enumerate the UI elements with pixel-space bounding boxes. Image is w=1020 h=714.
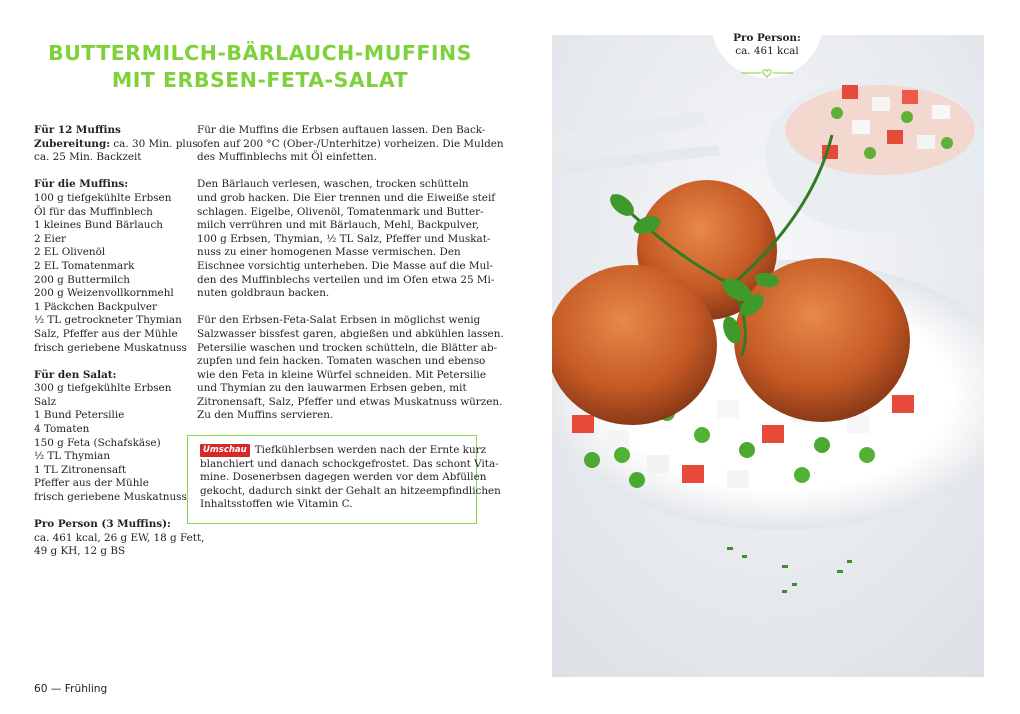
tip-text [200, 444, 501, 512]
instruction-paragraph [197, 178, 496, 300]
calorie-badge-label: Pro Person: [733, 32, 801, 44]
umschau-logo: Umschau [200, 444, 250, 457]
ingredient-line: Salz [34, 395, 57, 408]
instructions-column [197, 124, 504, 437]
ingredient-line: 200 g Weizenvollkornmehl [34, 287, 174, 300]
tip-line [200, 444, 487, 458]
instruction-line: Zu den Muffins servieren. [197, 409, 334, 422]
ingredient-line: Pfeffer aus der Mühle [34, 477, 149, 490]
nutrition-heading: Pro Person (3 Muffins): [34, 518, 171, 531]
tip-line: mine. Dosenerbsen dagegen werden vor dem Abfüllen [200, 471, 487, 484]
instruction-line: nuten goldbraun backen. [197, 287, 330, 300]
recipe-title [40, 40, 480, 94]
ingredient-line: 4 Tomaten [34, 423, 90, 436]
instruction-paragraph [197, 124, 504, 165]
nutrition-line: 49 g KH, 12 g BS [34, 545, 126, 558]
ingredient-line: 1 TL Zitronensaft [34, 463, 127, 476]
ingredient-line: 1 Päckchen Backpulver [34, 300, 158, 313]
heart-divider-icon [741, 68, 793, 78]
ingredient-line: 1 kleines Bund Bärlauch [34, 219, 163, 232]
nutrition-info [34, 518, 205, 559]
prep-time-line-2: ca. 25 Min. Backzeit [34, 151, 142, 164]
food-photo-illustration [552, 35, 984, 677]
muffin-ingredients [34, 178, 187, 355]
instruction-line: Für die Muffins die Erbsen auftauen lassen. Den Back- [197, 124, 486, 136]
ingredient-line: 150 g Feta (Schafskäse) [34, 436, 161, 449]
tip-line-text: Tiefkühlerbsen werden nach der Ernte kurz [254, 444, 487, 456]
ingredient-line: ½ TL Thymian [34, 450, 111, 463]
ingredients-column [34, 124, 205, 573]
instruction-line: nuss zu einer homogenen Masse vermischen. Den [197, 246, 461, 259]
nutrition-values [34, 531, 205, 559]
muffin-ingredient-list [34, 191, 187, 355]
instruction-line: wie den Feta in kleine Würfel schneiden. Mit Petersilie [197, 368, 486, 381]
salad-ingredients-heading: Für den Salat: [34, 368, 117, 381]
recipe-meta [34, 124, 198, 165]
instruction-line: des Muffinblechs mit Öl einfetten. [197, 151, 377, 164]
ingredient-line: 300 g tiefgekühlte Erbsen [34, 382, 172, 395]
recipe-title-line-1: BUTTERMILCH-BÄRLAUCH-MUFFINS [48, 41, 472, 65]
ingredient-line: 2 EL Tomatenmark [34, 259, 135, 272]
tip-line: gekocht, dadurch sinkt der Gehalt an hitzeempfindlichen [200, 484, 501, 497]
instruction-line: ofen auf 200 °C (Ober-/Unterhitze) vorheizen. Die Mulden [197, 137, 504, 150]
recipe-title-line-2: MIT ERBSEN-FETA-SALAT [111, 68, 409, 92]
instruction-paragraph [197, 314, 504, 423]
ingredient-line: Öl für das Muffinblech [34, 205, 153, 218]
food-photo [552, 35, 984, 677]
salad-ingredients [34, 368, 187, 505]
instruction-line: und grob hacken. Die Eier trennen und die Eiweiße steif [197, 191, 496, 204]
tip-box [187, 435, 501, 524]
tip-line: Inhaltsstoffen wie Vitamin C. [200, 498, 353, 511]
page-footer: 60 — Frühling [34, 683, 108, 695]
ingredient-line: 2 EL Olivenöl [34, 246, 106, 259]
yield-text: Für 12 Muffins [34, 124, 121, 136]
instruction-line: Zitronensaft, Salz, Pfeffer und etwas Muskatnuss würzen. [197, 395, 503, 408]
instruction-line: milch verrühren und mit Bärlauch, Mehl, Backpulver, [197, 219, 480, 232]
tip-line: blanchiert und danach schockgefrostet. Das schont Vita- [200, 457, 499, 470]
instruction-line: und Thymian zu den lauwarmen Erbsen geben, mit [197, 382, 467, 395]
instruction-line: den des Muffinblechs verteilen und im Ofen etwa 25 Mi- [197, 273, 495, 286]
ingredient-line: frisch geriebene Muskatnuss [34, 491, 187, 504]
muffin-ingredients-heading: Für die Muffins: [34, 178, 129, 191]
ingredient-line: 100 g tiefgekühlte Erbsen [34, 191, 172, 204]
instruction-line: Für den Erbsen-Feta-Salat Erbsen in möglichst wenig [197, 314, 481, 327]
instruction-line: Salzwasser bissfest garen, abgießen und abkühlen lassen. [197, 327, 504, 340]
instruction-line: 100 g Erbsen, Thymian, ½ TL Salz, Pfeffer und Muskat- [197, 232, 491, 245]
ingredient-line: 1 Bund Petersilie [34, 409, 125, 422]
prep-time: Zubereitung: ca. 30 Min. plus [34, 137, 198, 150]
instruction-line: Petersilie waschen und trocken schütteln, die Blätter ab- [197, 341, 498, 354]
ingredient-line: Salz, Pfeffer aus der Mühle [34, 327, 178, 340]
calorie-badge-value: ca. 461 kcal [735, 45, 799, 57]
instruction-line: schlagen. Eigelbe, Olivenöl, Tomatenmark und Butter- [197, 205, 484, 218]
ingredient-line: 2 Eier [34, 232, 66, 245]
nutrition-line: ca. 461 kcal, 26 g EW, 18 g Fett, [34, 531, 205, 544]
ingredient-line: 200 g Buttermilch [34, 273, 130, 286]
instruction-line: zupfen und fein hacken. Tomaten waschen und ebenso [197, 355, 486, 368]
ingredient-line: ½ TL getrockneter Thymian [34, 314, 182, 327]
salad-ingredient-list [34, 382, 187, 504]
ingredient-line: frisch geriebene Muskatnuss [34, 341, 187, 354]
instruction-line: Den Bärlauch verlesen, waschen, trocken schütteln [197, 178, 469, 191]
instruction-line: Eischnee vorsichtig unterheben. Die Masse auf die Mul- [197, 259, 494, 272]
